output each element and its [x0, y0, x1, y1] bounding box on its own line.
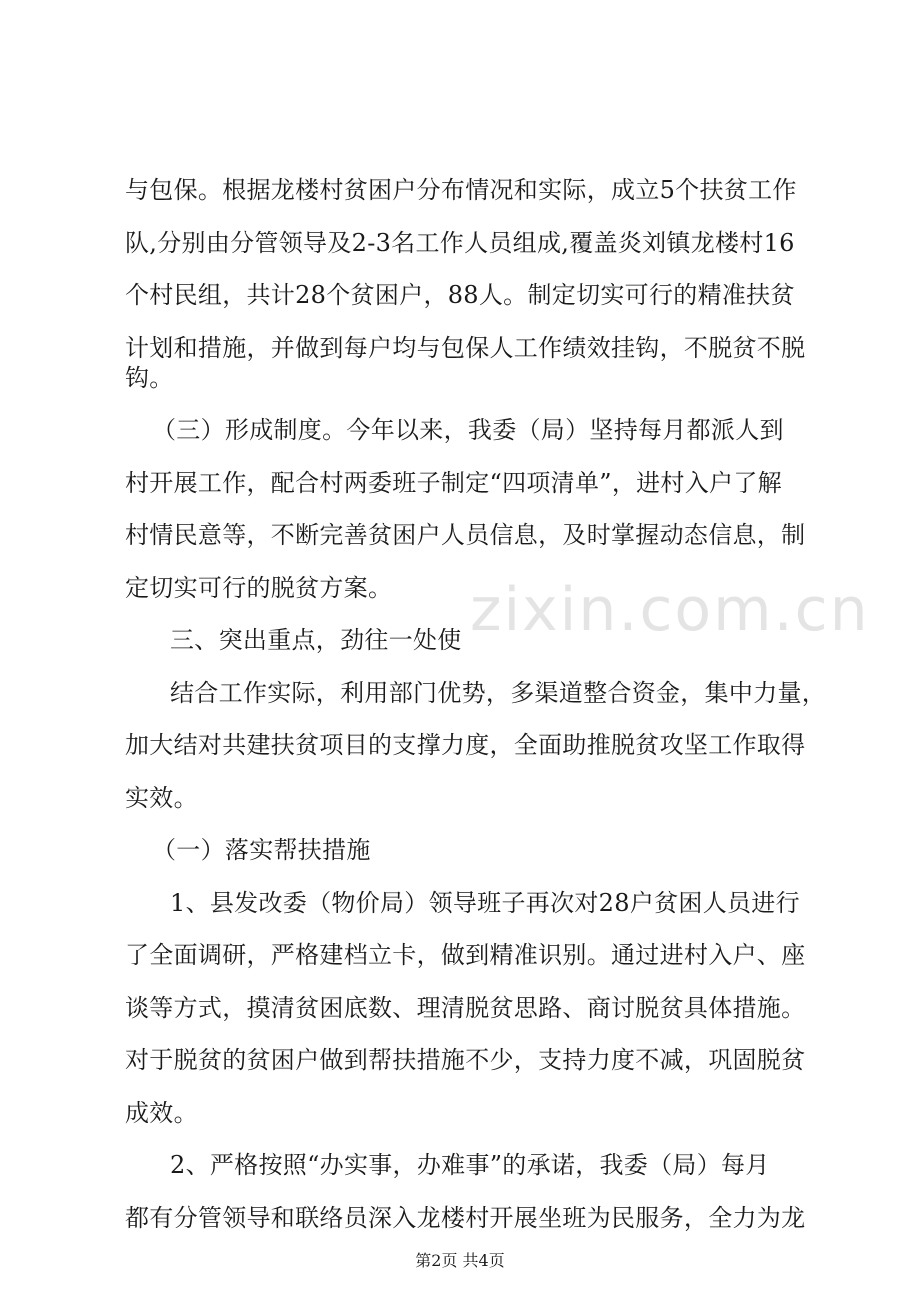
body-line: 村开展工作，配合村两委班子制定“四项清单”，进村入户了解 [125, 469, 782, 497]
body-line: 1、县发改委（物价局）领导班子再次对28户贫困人员进行 [170, 889, 800, 917]
body-line: 对于脱贫的贫困户做到帮扶措施不少，支持力度不减，巩固脱贫 [125, 1046, 806, 1074]
body-line: 钩。 [125, 364, 174, 392]
body-line: 与包保。根据龙楼村贫困户分布情况和实际，成立5个扶贫工作 [125, 176, 797, 204]
section-heading: （三）形成制度。今年以来，我委（局）坚持每月都派人到 [152, 416, 784, 444]
section-heading: 三、突出重点，劲往一处使 [170, 626, 462, 654]
page-number: 第2页 共4页 [415, 1251, 505, 1270]
body-line: 2、严格按照“办实事，办难事”的承诺，我委（局）每月 [170, 1151, 770, 1179]
body-line: 个村民组，共计28个贫困户，88人。制定切实可行的精准扶贫 [125, 281, 795, 309]
body-line: 加大结对共建扶贫项目的支撑力度，全面助推脱贫攻坚工作取得 [125, 731, 806, 759]
body-line: 计划和措施，并做到每户均与包保人工作绩效挂钩，不脱贫不脱 [125, 334, 806, 362]
body-line: 村情民意等，不断完善贫困户人员信息，及时掌握动态信息，制 [125, 521, 806, 549]
body-line: 实效。 [125, 784, 198, 812]
body-line: 定切实可行的脱贫方案。 [125, 574, 393, 602]
section-heading: （一）落实帮扶措施 [152, 836, 371, 864]
body-line: 成效。 [125, 1099, 198, 1127]
body-line: 谈等方式，摸清贫困底数、理清脱贫思路、商讨脱贫具体措施。 [125, 994, 806, 1022]
body-line: 了全面调研，严格建档立卡，做到精准识别。通过进村入户、座 [125, 941, 806, 969]
body-line: 结合工作实际，利用部门优势，多渠道整合资金，集中力量， [170, 679, 827, 707]
watermark: zixin.com.cn [470, 575, 870, 645]
body-line: 都有分管领导和联络员深入龙楼村开展坐班为民服务，全力为龙 [125, 1204, 806, 1232]
body-line: 队,分别由分管领导及2-3名工作人员组成,覆盖炎刘镇龙楼村16 [125, 229, 795, 257]
